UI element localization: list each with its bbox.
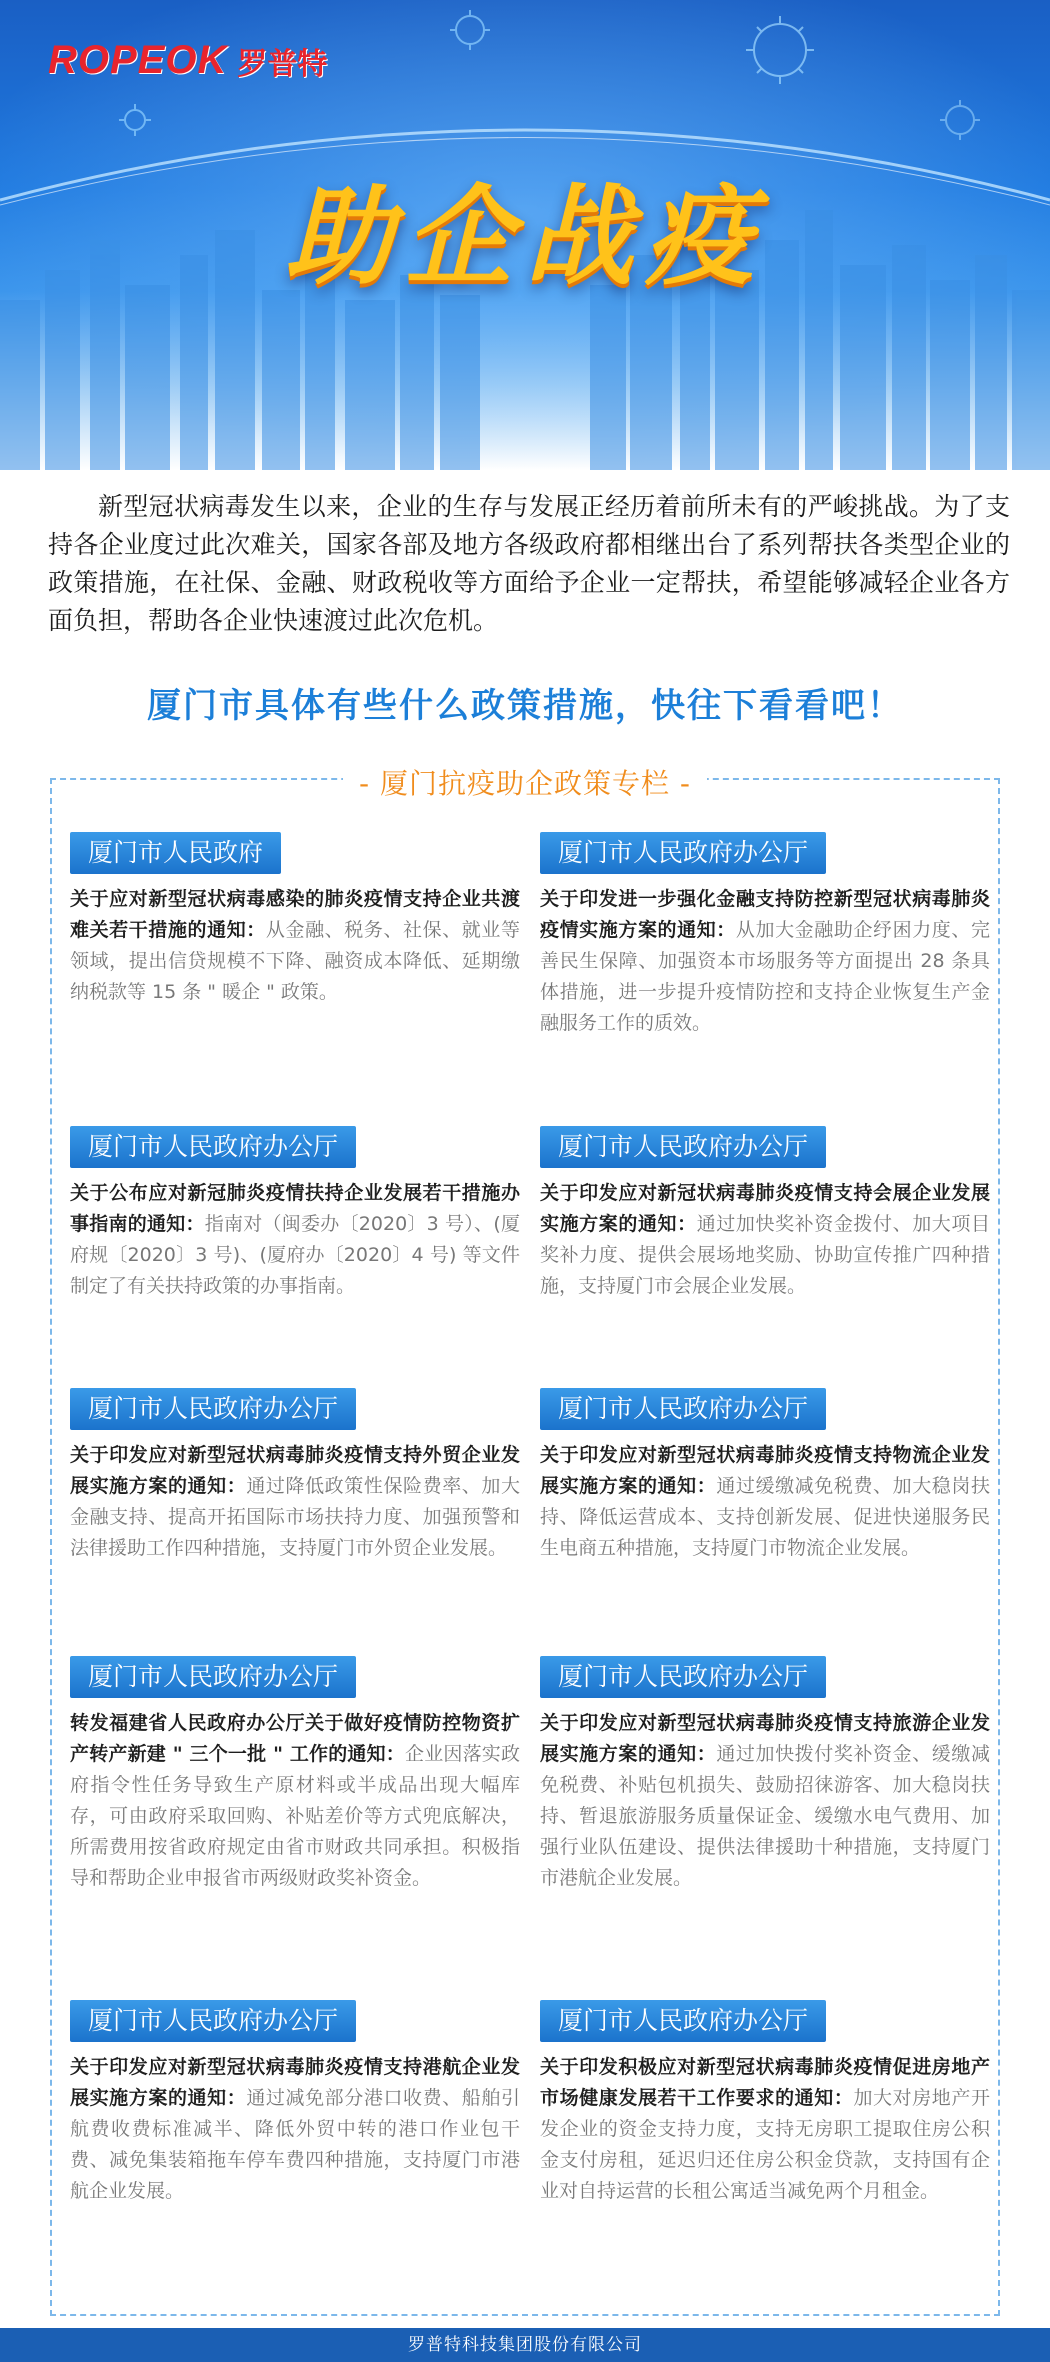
agency-badge: 厦门市人民政府办公厅	[540, 2000, 826, 2042]
policy-title: 关于应对新型冠状病毒感染的肺炎疫情支持企业共渡难关若干措施的通知：	[70, 888, 520, 941]
policy-text	[70, 1440, 520, 1564]
footer-company: 罗普特科技集团股份有限公司	[0, 2328, 1050, 2362]
brand-name-en: ROPEOK	[48, 38, 228, 82]
policy-card	[70, 832, 520, 1008]
policy-section-title: - 厦门抗疫助企政策专栏 -	[343, 762, 707, 802]
hero-title: 助企战疫	[284, 175, 765, 300]
policy-text	[540, 884, 990, 1039]
policy-body: 通过加快拨付奖补资金、缓缴减免税费、补贴包机损失、鼓励招徕游客、加大稳岗扶持、暂退旅游服务质量保证金、缓缴水电气费用、加强行业队伍建设、提供法律援助十种措施，支持厦门市港航企业发展。	[540, 1743, 990, 1889]
policy-card	[70, 2000, 520, 2207]
policy-text	[540, 1178, 990, 1302]
policy-card	[540, 832, 990, 1039]
policy-card	[540, 1126, 990, 1302]
agency-badge: 厦门市人民政府办公厅	[70, 2000, 356, 2042]
policy-body: 从加大金融助企纾困力度、完善民生保障、加强资本市场服务等方面提出 28 条具体措施，进一步提升疫情防控和支持企业恢复生产金融服务工作的质效。	[540, 919, 990, 1034]
policy-body: 通过缓缴减免税费、加大稳岗扶持、降低运营成本、支持创新发展、促进快递服务民生电商五种措施，支持厦门市物流企业发展。	[540, 1475, 990, 1559]
agency-badge: 厦门市人民政府办公厅	[70, 1126, 356, 1168]
policy-headline: 厦门市具体有些什么政策措施，快往下看看吧！	[147, 686, 903, 726]
policy-text	[70, 2052, 520, 2207]
policy-card	[70, 1388, 520, 1564]
policy-title: 关于印发进一步强化金融支持防控新型冠状病毒肺炎疫情实施方案的通知：	[540, 888, 990, 941]
hero-banner	[0, 0, 1050, 470]
policy-title: 关于印发应对新冠状病毒肺炎疫情支持会展企业发展实施方案的通知：	[540, 1182, 990, 1235]
policy-text	[540, 1708, 990, 1894]
policy-text	[540, 2052, 990, 2207]
policy-text	[70, 884, 520, 1008]
policy-title: 转发福建省人民政府办公厅关于做好疫情防控物资扩产转产新建 " 三个一批 " 工作的通知：	[70, 1712, 520, 1765]
policy-body: 通过减免部分港口收费、船舶引航费收费标准减半、降低外贸中转的港口作业包干费、减免集装箱拖车停车费四种措施，支持厦门市港航企业发展。	[70, 2087, 520, 2202]
policy-text	[70, 1708, 520, 1894]
policy-title: 关于印发应对新型冠状病毒肺炎疫情支持港航企业发展实施方案的通知：	[70, 2056, 520, 2109]
brand-logo	[48, 38, 327, 83]
policy-body: 指南对（闽委办〔2020〕3 号）、(厦府规〔2020〕3 号)、(厦府办〔2020〕4 号) 等文件制定了有关扶持政策的办事指南。	[70, 1213, 520, 1297]
policy-body: 通过降低政策性保险费率、加大金融支持、提高开拓国际市场扶持力度、加强预警和法律援助工作四种措施，支持厦门市外贸企业发展。	[70, 1475, 520, 1559]
agency-badge: 厦门市人民政府办公厅	[540, 832, 826, 874]
agency-badge: 厦门市人民政府办公厅	[540, 1656, 826, 1698]
agency-badge: 厦门市人民政府办公厅	[540, 1388, 826, 1430]
policy-title: 关于印发应对新型冠状病毒肺炎疫情支持物流企业发展实施方案的通知：	[540, 1444, 990, 1497]
intro-paragraph: 新型冠状病毒发生以来，企业的生存与发展正经历着前所未有的严峻挑战。为了支持各企业度过此次难关，国家各部及地方各级政府都相继出台了系列帮扶各类型企业的政策措施，在社保、金融、财政税收等方面给予企业一定帮扶，希望能够减轻企业各方面负担，帮助各企业快速渡过此次危机。	[48, 492, 1010, 635]
brand-name-cn: 罗普特	[237, 46, 328, 82]
agency-badge: 厦门市人民政府办公厅	[70, 1388, 356, 1430]
agency-badge: 厦门市人民政府办公厅	[70, 1656, 356, 1698]
policy-card	[540, 1656, 990, 1894]
policy-text	[540, 1440, 990, 1564]
policy-card	[70, 1656, 520, 1894]
policy-title: 关于印发应对新型冠状病毒肺炎疫情支持外贸企业发展实施方案的通知：	[70, 1444, 520, 1497]
policy-card	[540, 1388, 990, 1564]
agency-badge: 厦门市人民政府	[70, 832, 281, 874]
policy-body: 企业因落实政府指令性任务导致生产原材料或半成品出现大幅库存，可由政府采取回购、补贴差价等方式兜底解决，所需费用按省政府规定由省市财政共同承担。积极指导和帮助企业申报省市两级财政奖补资金。	[70, 1743, 520, 1889]
policy-body: 从金融、税务、社保、就业等领域，提出信贷规模不下降、融资成本降低、延期缴纳税款等 15 条 " 暖企 " 政策。	[70, 919, 520, 1003]
policy-text	[70, 1178, 520, 1302]
policy-title: 关于公布应对新冠肺炎疫情扶持企业发展若干措施办事指南的通知：	[70, 1182, 520, 1235]
policy-body: 加大对房地产开发企业的资金支持力度，支持无房职工提取住房公积金支付房租，延迟归还住房公积金贷款，支持国有企业对自持运营的长租公寓适当减免两个月租金。	[540, 2087, 990, 2202]
agency-badge: 厦门市人民政府办公厅	[540, 1126, 826, 1168]
policy-title: 关于印发应对新型冠状病毒肺炎疫情支持旅游企业发展实施方案的通知：	[540, 1712, 990, 1765]
policy-section-title-wrap	[0, 762, 1050, 802]
policy-card	[540, 2000, 990, 2207]
policy-body: 通过加快奖补资金拨付、加大项目奖补力度、提供会展场地奖励、协助宣传推广四种措施，支持厦门市会展企业发展。	[540, 1213, 990, 1297]
policy-card	[70, 1126, 520, 1302]
policy-title: 关于印发积极应对新型冠状病毒肺炎疫情促进房地产市场健康发展若干工作要求的通知：	[540, 2056, 990, 2109]
